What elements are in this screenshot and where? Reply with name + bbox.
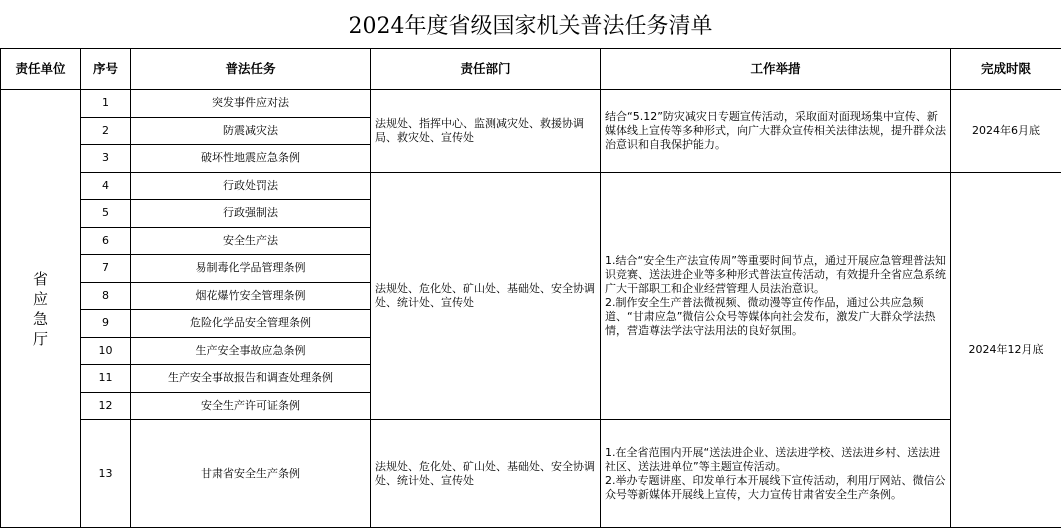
- table-row: [1, 172, 1061, 199]
- measure-cell: [601, 172, 951, 419]
- header-dept: 责任部门: [371, 49, 601, 90]
- header-no: 序号: [81, 49, 131, 90]
- header-time: 完成时限: [951, 49, 1061, 90]
- table-row: [1, 90, 1061, 117]
- measure-cell: [601, 90, 951, 172]
- header-row: [1, 49, 1061, 90]
- task-name: 安全生产许可证条例: [131, 392, 371, 419]
- measure-text: 2.制作安全生产普法微视频、微动漫等宣传作品，通过公共应急频道、“甘肃应急”微信公众号等媒体向社会发布，激发广大群众学法热情，营造尊法学法守法用法的良好氛围。: [605, 295, 936, 337]
- dept-cell: 法规处、危化处、矿山处、基础处、安全协调处、统计处、宣传处: [371, 172, 601, 419]
- dept-cell: 法规处、危化处、矿山处、基础处、安全协调处、统计处、宣传处: [371, 420, 601, 528]
- task-no: 10: [81, 337, 131, 364]
- measure-text: 1.结合“安全生产法宣传周”等重要时间节点，通过开展应急管理普法知识竞赛、送法进企业等多种形式普法宣传活动，有效提升全省应急系统广大干部职工和企业经营管理人员法治意识。: [605, 253, 946, 295]
- task-no: 1: [81, 90, 131, 117]
- task-name: 安全生产法: [131, 227, 371, 254]
- task-no: 12: [81, 392, 131, 419]
- responsible-unit: 省应急厅: [1, 90, 81, 528]
- task-name: 甘肃省安全生产条例: [131, 420, 371, 528]
- measure-text: 1.在全省范围内开展“送法进企业、送法进学校、送法进乡村、送法进社区、送法进单位”等主题宣传活动。: [605, 445, 941, 473]
- task-no: 8: [81, 282, 131, 309]
- task-name: 破坏性地震应急条例: [131, 145, 371, 172]
- page-title: 2024年度省级国家机关普法任务清单: [348, 13, 713, 39]
- header-task: 普法任务: [131, 49, 371, 90]
- task-no: 13: [81, 420, 131, 528]
- task-no: 3: [81, 145, 131, 172]
- task-no: 5: [81, 200, 131, 227]
- header-unit: 责任单位: [1, 49, 81, 90]
- measure-text: 2.举办专题讲座、印发单行本开展线下宣传活动，利用厅网站、微信公众号等新媒体开展线上宣传，大力宣传甘肃省安全生产条例。: [605, 473, 946, 501]
- header-measure: 工作举措: [601, 49, 951, 90]
- task-name: 生产安全事故报告和调查处理条例: [131, 365, 371, 392]
- task-name: 危险化学品安全管理条例: [131, 310, 371, 337]
- task-no: 9: [81, 310, 131, 337]
- task-name: 突发事件应对法: [131, 90, 371, 117]
- task-name: 防震减灾法: [131, 117, 371, 144]
- task-name: 易制毒化学品管理条例: [131, 255, 371, 282]
- task-name: 烟花爆竹安全管理条例: [131, 282, 371, 309]
- table-row: [1, 420, 1061, 528]
- task-no: 7: [81, 255, 131, 282]
- measure-cell: [601, 420, 951, 528]
- task-name: 行政强制法: [131, 200, 371, 227]
- deadline-cell: 2024年12月底: [951, 172, 1061, 527]
- task-name: 行政处罚法: [131, 172, 371, 199]
- task-no: 4: [81, 172, 131, 199]
- task-name: 生产安全事故应急条例: [131, 337, 371, 364]
- measure-text: 结合“5.12”防灾减灾日专题宣传活动，采取面对面现场集中宣传、新媒体线上宣传等多种形式，向广大群众宣传相关法律法规，提升群众法治意识和自我保护能力。: [605, 109, 946, 151]
- task-no: 2: [81, 117, 131, 144]
- task-no: 11: [81, 365, 131, 392]
- task-no: 6: [81, 227, 131, 254]
- dept-cell: 法规处、指挥中心、监测减灾处、救援协调局、救灾处、宣传处: [371, 90, 601, 172]
- deadline-cell: 2024年6月底: [951, 90, 1061, 172]
- task-table: [0, 48, 1061, 528]
